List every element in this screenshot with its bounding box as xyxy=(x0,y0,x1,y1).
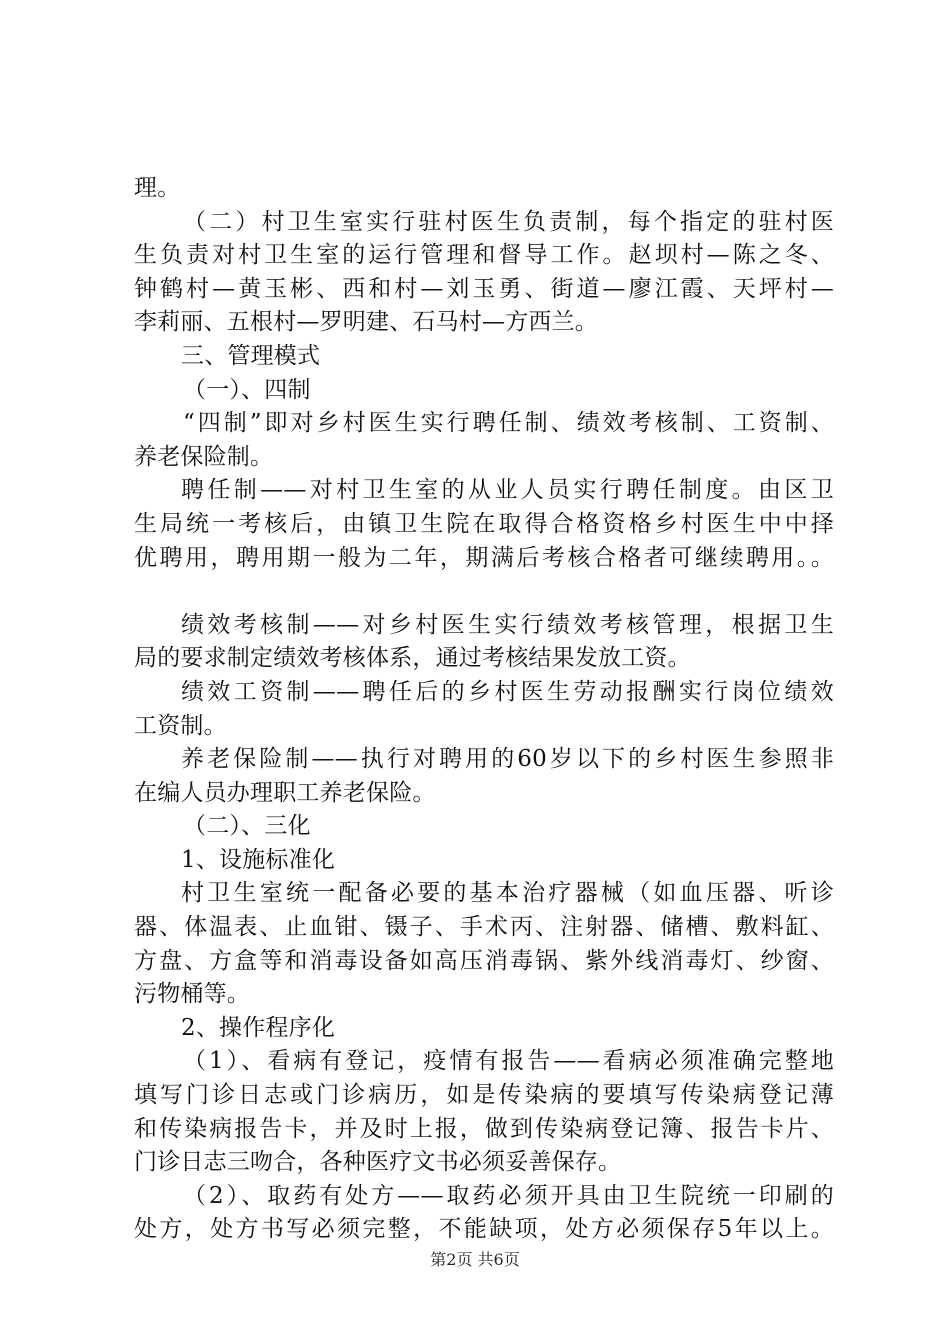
paragraph-line: （二）村卫生室实行驻村医生负责制，每个指定的驻村医 xyxy=(183,208,834,235)
paragraph-line: 污物桶等。 xyxy=(134,981,250,1008)
paragraph-line: （2）、取药有处方——取药必须开具由卫生院统一印刷的 xyxy=(183,1182,834,1209)
item-heading: 2、操作程序化 xyxy=(181,1014,336,1041)
paragraph-line: 生负责对村卫生室的运行管理和督导工作。赵坝村—陈之冬、 xyxy=(134,242,834,269)
document-body xyxy=(134,172,834,1247)
paragraph-line: 李莉丽、五根村—罗明建、石马村—方西兰。 xyxy=(134,309,598,336)
subsection-heading: （二）、三化 xyxy=(183,813,311,840)
section-heading: 三、管理模式 xyxy=(181,342,321,369)
paragraph-line: 优聘用，聘用期一般为二年，期满后考核合格者可继续聘用。。 xyxy=(134,544,834,571)
paragraph-line: 村卫生室统一配备必要的基本治疗器械（如血压器、听诊 xyxy=(181,880,834,907)
paragraph-line: 理。 xyxy=(134,175,181,201)
paragraph-line: 绩效考核制——对乡村医生实行绩效考核管理，根据卫生 xyxy=(181,611,834,638)
blank-line xyxy=(134,575,834,609)
paragraph-line: 器、体温表、止血钳、镊子、手术丙、注射器、储槽、敷料缸、 xyxy=(134,914,834,941)
paragraph-line: 养老保险制。 xyxy=(134,443,274,470)
paragraph-line: 聘任制——对村卫生室的从业人员实行聘任制度。由区卫 xyxy=(181,477,834,504)
paragraph-line: 门诊日志三吻合，各种医疗文书必须妥善保存。 xyxy=(134,1149,622,1176)
paragraph-line: 生局统一考核后，由镇卫生院在取得合格资格乡村医生中中择 xyxy=(134,510,834,537)
paragraph-line: 绩效工资制——聘任后的乡村医生劳动报酬实行岗位绩效 xyxy=(181,678,834,705)
item-heading: 1、设施标准化 xyxy=(181,846,336,873)
paragraph-line: “四制”即对乡村医生实行聘任制、绩效考核制、工资制、 xyxy=(183,410,834,437)
paragraph-line: 处方，处方书写必须完整，不能缺项，处方必须保存5年以上。 xyxy=(134,1216,834,1243)
paragraph-line: 工资制。 xyxy=(134,712,227,739)
paragraph-line: 方盘、方盒等和消毒设备如高压消毒锅、紫外线消毒灯、纱窗、 xyxy=(134,947,834,974)
paragraph-line: （1）、看病有登记，疫情有报告——看病必须准确完整地 xyxy=(183,1048,834,1075)
paragraph-line: 养老保险制——执行对聘用的60岁以下的乡村医生参照非 xyxy=(181,746,834,773)
paragraph-line: 和传染病报告卡，并及时上报，做到传染病登记簿、报告卡片、 xyxy=(134,1115,834,1142)
paragraph-line: 局的要求制定绩效考核体系，通过考核结果发放工资。 xyxy=(134,645,691,672)
paragraph-line: 在编人员办理职工养老保险。 xyxy=(134,779,436,806)
paragraph-line: 填写门诊日志或门诊病历，如是传染病的要填写传染病登记薄 xyxy=(134,1082,834,1109)
page-number-footer: 第2页 共6页 xyxy=(430,1250,520,1269)
paragraph-line: 钟鹤村—黄玉彬、西和村—刘玉勇、街道—廖江霞、天坪村— xyxy=(134,275,834,302)
subsection-heading: （一）、四制 xyxy=(183,376,311,403)
